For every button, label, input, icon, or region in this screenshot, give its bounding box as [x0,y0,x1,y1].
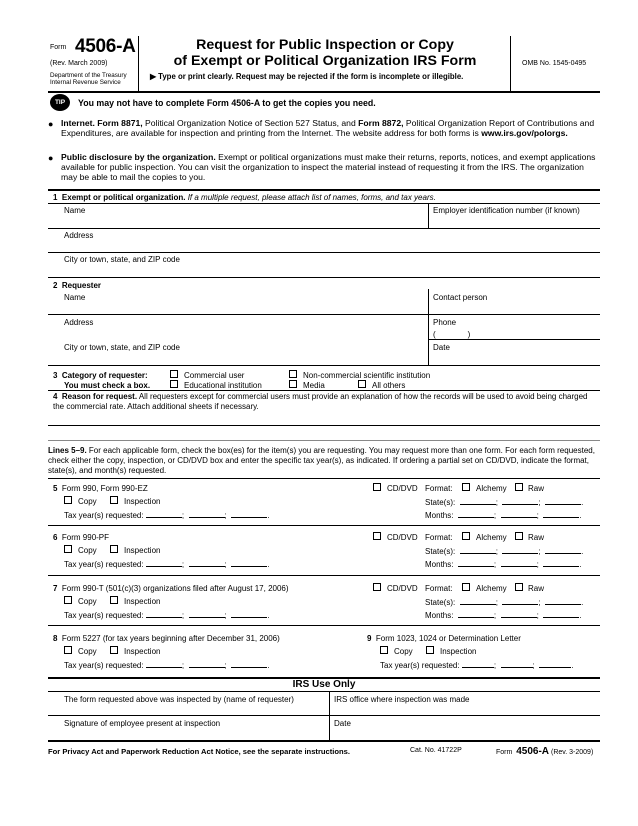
form6-month-2[interactable] [501,559,537,567]
form6-year-3[interactable] [231,559,270,569]
form6-copy-label: Copy [78,546,97,555]
form7-year-2[interactable] [189,610,225,618]
form6-month-1[interactable] [458,559,497,569]
form7-alchemy-checkbox[interactable] [462,583,470,591]
line4-label: Reason for request. [61,392,138,401]
form6-state-2[interactable] [502,546,541,556]
form8-number: 8 [53,634,58,643]
form5-months [425,510,582,520]
form7-format-label: Format: [425,584,453,593]
form5-month-2[interactable] [501,510,537,518]
form7-tax-years [64,610,269,620]
form6-year-1[interactable] [146,559,185,569]
form6-states-period: . [581,547,584,556]
form6-format-label: Format: [425,533,453,542]
line1-label: Exempt or political organization. [61,193,186,202]
form6-copy-checkbox[interactable] [64,545,72,553]
form9-year-2[interactable] [501,660,533,668]
form5-state-1[interactable] [460,497,496,505]
line1-name-label: Name [64,206,86,215]
bullet-disclosure [61,152,601,183]
form9-number: 9 [367,634,372,643]
form5-title-text: Form 990, Form 990-EZ [61,484,148,493]
form7-year-1[interactable] [146,610,185,620]
line1-city-label: City or town, state, and ZIP code [64,255,180,264]
form6-tax-years-label: Tax year(s) requested: [64,560,144,569]
form5-states-semicolon-1: ; [495,498,498,507]
form5-number: 5 [53,484,58,493]
form6-number: 6 [53,533,58,542]
catalog-number: Cat. No. 41722P [410,747,462,754]
form5-period: . [267,511,270,520]
form7-months [425,610,582,620]
form7-semicolon-1: ; [181,611,185,620]
irs-office-label: IRS office where inspection was made [334,695,470,704]
form8-inspection-label: Inspection [124,647,161,656]
form6-state-3[interactable] [545,546,584,556]
form7-semicolon-2: ; [224,611,227,620]
form6-states-semicolon-2: ; [538,547,541,556]
form8-title [53,634,280,643]
form6-title-text: Form 990-PF [61,533,110,542]
form6-year-2[interactable] [189,559,225,567]
form8-period: . [267,661,270,670]
form5-copy-checkbox[interactable] [64,496,72,504]
footer-revision: (Rev. 3-2009) [551,749,594,756]
form7-states-semicolon-1: ; [495,598,498,607]
date-label: Date [433,343,450,352]
line4-number: 4 [53,392,58,401]
commercial-user-label: Commercial user [184,371,245,380]
form6-states [425,546,583,556]
omb-number: OMB No. 1545-0495 [522,60,587,67]
form6-tax-years [64,559,269,569]
form9-tax-years-label: Tax year(s) requested: [380,661,460,670]
form8-year-2[interactable] [189,660,225,668]
form7-states [425,597,583,607]
form8-tax-years [64,660,269,670]
form7-state-1[interactable] [460,597,496,605]
commercial-user-checkbox[interactable] [170,370,178,378]
noncommercial-checkbox[interactable] [289,370,297,378]
form9-semicolon-2: ; [532,661,535,670]
form7-year-3[interactable] [231,610,270,620]
form7-month-2[interactable] [501,610,537,618]
line2-name-label: Name [64,293,86,302]
form7-month-3[interactable] [543,610,582,620]
line1-ein-label: Employer identification number (if known) [433,206,580,215]
irs-date-label: Date [334,719,351,728]
line3-number: 3 [53,371,58,380]
form6-inspection-label: Inspection [124,546,161,555]
reason-field[interactable] [48,414,600,440]
form8-title-text: Form 5227 (for tax years beginning after December 31, 2006) [61,634,280,643]
bullet-internet-form: Form 8872, [358,118,404,128]
form9-year-1[interactable] [462,660,497,670]
footer-form-label: Form [496,749,513,756]
noncommercial-label: Non-commercial scientific institution [303,371,431,380]
form7-alchemy-label: Alchemy [476,584,507,593]
form5-year-3[interactable] [231,510,270,520]
line2-label: Requester [61,281,102,290]
form7-months-semicolon-2: ; [536,611,539,620]
form6-cddvd-checkbox[interactable] [373,532,381,540]
form5-year-1[interactable] [146,510,185,520]
form9-tax-years [380,660,573,670]
header-instruction: ▶ Type or print clearly. Request may be rejected if the form is incomplete or illegible. [150,72,464,81]
form7-state-2[interactable] [502,597,541,607]
form5-month-3[interactable] [543,510,582,520]
form7-inspection-label: Inspection [124,597,161,606]
form-number: 4506-A [75,36,136,57]
form5-cddvd-label: CD/DVD [387,484,418,493]
all-others-label: All others [372,381,406,390]
contact-person-label: Contact person [433,293,488,302]
form6-months-semicolon-1: ; [493,560,497,569]
form6-title [53,533,109,542]
form9-inspection-label: Inspection [440,647,477,656]
department-line: Department of the Treasury [50,72,127,79]
form7-cddvd-label: CD/DVD [387,584,418,593]
form9-period: . [571,661,574,670]
privacy-notice: For Privacy Act and Paperwork Reduction Act Notice, see the separate instructions. [48,747,351,756]
line3-note: You must check a box. [64,381,151,390]
form5-format-label: Format: [425,484,453,493]
form5-months-period: . [579,511,582,520]
form5-state-3[interactable] [545,497,584,507]
bullet-icon: ● [48,153,54,163]
form6-months-period: . [579,560,582,569]
form7-raw-checkbox[interactable] [515,583,523,591]
line1-note: If a multiple request, please attach list of names, forms, and tax years. [185,193,436,202]
polorgs-link[interactable]: www.irs.gov/polorgs. [481,128,568,139]
form5-states-period: . [581,498,584,507]
bullet-internet-text-2: Political Organization Report of Contributions and Expenditures, are available for inspection and printing from the Internet. The website address for both forms is [61,118,595,139]
form5-months-semicolon-2: ; [536,511,539,520]
form6-raw-checkbox[interactable] [515,532,523,540]
bullet-internet-lead: Internet. Form 8871, [61,118,143,128]
form5-tax-years-label: Tax year(s) requested: [64,511,144,520]
phone-field[interactable] [433,330,470,339]
form6-state-1[interactable] [460,546,496,554]
all-others-checkbox[interactable] [358,380,366,388]
form8-semicolon-2: ; [224,661,227,670]
form-label: Form [50,44,67,51]
form7-months-semicolon-1: ; [493,611,497,620]
form5-year-2[interactable] [189,510,225,518]
line3-heading [53,371,148,380]
form6-months-label: Months: [425,560,454,569]
form6-cddvd-label: CD/DVD [387,533,418,542]
form5-copy-label: Copy [78,497,97,506]
form6-raw-label: Raw [528,533,545,542]
form7-copy-label: Copy [78,597,97,606]
form8-inspection-checkbox[interactable] [110,646,118,654]
line1-number: 1 [53,193,58,202]
title-line-1: Request for Public Inspection or Copy [196,37,454,53]
phone-paren-close: ) [467,330,471,339]
bullet-disclosure-lead: Public disclosure by the organization. [61,152,216,162]
form7-states-label: State(s): [425,598,456,607]
form7-raw-label: Raw [528,584,545,593]
ein-field[interactable] [428,218,600,227]
form5-raw-label: Raw [528,484,545,493]
form9-copy-label: Copy [394,647,413,656]
line1-address-label: Address [64,231,94,240]
form7-months-period: . [579,611,582,620]
form6-alchemy-label: Alchemy [476,533,507,542]
form6-alchemy-checkbox[interactable] [462,532,470,540]
form7-inspection-checkbox[interactable] [110,596,118,604]
line4-text [53,392,600,412]
line2-address-label: Address [64,318,94,327]
form5-raw-checkbox[interactable] [515,483,523,491]
form6-months [425,559,582,569]
form5-semicolon-2: ; [224,511,227,520]
form5-alchemy-label: Alchemy [476,484,507,493]
form7-period: . [267,611,270,620]
form5-alchemy-checkbox[interactable] [462,483,470,491]
line1-heading [53,193,436,202]
line2-number: 2 [53,281,58,290]
form5-states-label: State(s): [425,498,456,507]
phone-paren-open: ( [433,330,436,339]
media-label: Media [303,381,325,390]
service-line: Internal Revenue Service [50,79,121,86]
bullet-icon: ● [48,119,54,129]
form6-inspection-checkbox[interactable] [110,545,118,553]
form7-copy-checkbox[interactable] [64,596,72,604]
form7-states-period: . [581,598,584,607]
form6-semicolon-1: ; [181,560,185,569]
form9-inspection-checkbox[interactable] [426,646,434,654]
form8-tax-years-label: Tax year(s) requested: [64,661,144,670]
form5-states [425,497,583,507]
form6-month-3[interactable] [543,559,582,569]
lines59-label: Lines 5–9. [48,446,87,455]
form7-month-1[interactable] [458,610,497,620]
form9-copy-checkbox[interactable] [380,646,388,654]
tip-badge: TIP [50,94,70,111]
form5-title [53,484,148,493]
bullet-disclosure-text: Exempt or political organizations must make their returns, reports, notices, and exempt applications available for public inspection. You can visit the organization to inspect the material instead of requesting it from the IRS. The organization may be able to mail the copies to you. [61,152,596,183]
line2-heading [53,281,101,290]
form5-cddvd-checkbox[interactable] [373,483,381,491]
phone-label: Phone [433,318,457,327]
form5-tax-years [64,510,269,520]
form7-tax-years-label: Tax year(s) requested: [64,611,144,620]
educational-label: Educational institution [184,381,262,390]
irs-use-title: IRS Use Only [292,679,356,690]
line4-body: All requesters except for commercial users must provide an explanation of how the records will be used to avoid being charged the commercial rate. Attach additional sheets if necessary. [53,392,588,411]
inspected-by-label: The form requested above was inspected by (name of requester) [64,695,294,704]
bullet-internet-text: Political Organization Notice of Section 527 Status, and [142,118,359,128]
form5-months-semicolon-1: ; [493,511,497,520]
title-line-2: of Exempt or Political Organization IRS Form [173,53,477,69]
form7-title-text: Form 990-T (501(c)(3) organizations filed after August 17, 2006) [61,584,289,593]
footer-form [496,746,593,757]
form9-year-3[interactable] [539,660,574,670]
signature-label: Signature of employee present at inspection [64,719,221,728]
media-checkbox[interactable] [289,380,297,388]
page-title [140,37,510,69]
form9-title [367,634,521,643]
form7-title [53,584,289,593]
form9-semicolon-1: ; [493,661,497,670]
form5-month-1[interactable] [458,510,497,520]
footer-form-number: 4506-A [516,746,550,757]
line3-label: Category of requester: [61,371,148,380]
form7-cddvd-checkbox[interactable] [373,583,381,591]
form5-inspection-label: Inspection [124,497,161,506]
form8-semicolon-1: ; [181,661,185,670]
line2-city-label: City or town, state, and ZIP code [64,343,180,352]
form7-number: 7 [53,584,58,593]
form7-states-semicolon-2: ; [538,598,541,607]
tip-text: You may not have to complete Form 4506-A to get the copies you need. [78,98,376,108]
form6-months-semicolon-2: ; [536,560,539,569]
bullet-internet [61,118,601,138]
form6-states-label: State(s): [425,547,456,556]
form7-state-3[interactable] [545,597,584,607]
form5-inspection-checkbox[interactable] [110,496,118,504]
lines59-instructions [48,446,600,476]
revision-date: (Rev. March 2009) [50,60,108,67]
form5-months-label: Months: [425,511,454,520]
form9-title-text: Form 1023, 1024 or Determination Letter [375,634,521,643]
form8-year-3[interactable] [231,660,270,670]
form8-copy-checkbox[interactable] [64,646,72,654]
form6-semicolon-2: ; [224,560,227,569]
lines59-body: For each applicable form, check the box(es) for the item(s) you are requesting. You may request more than one form. For each form requested, check either the copy, inspection, or CD/DVD box and enter the specific tax year(s), as indicated. If ordering a partial set on CD/DVD, indicate the format, state(s), and month(s) requested. [48,446,595,475]
form5-states-semicolon-2: ; [538,498,541,507]
form6-period: . [267,560,270,569]
educational-checkbox[interactable] [170,380,178,388]
form5-state-2[interactable] [502,497,541,507]
form8-year-1[interactable] [146,660,185,670]
form5-semicolon-1: ; [181,511,185,520]
form7-months-label: Months: [425,611,454,620]
form8-copy-label: Copy [78,647,97,656]
form6-states-semicolon-1: ; [495,547,498,556]
